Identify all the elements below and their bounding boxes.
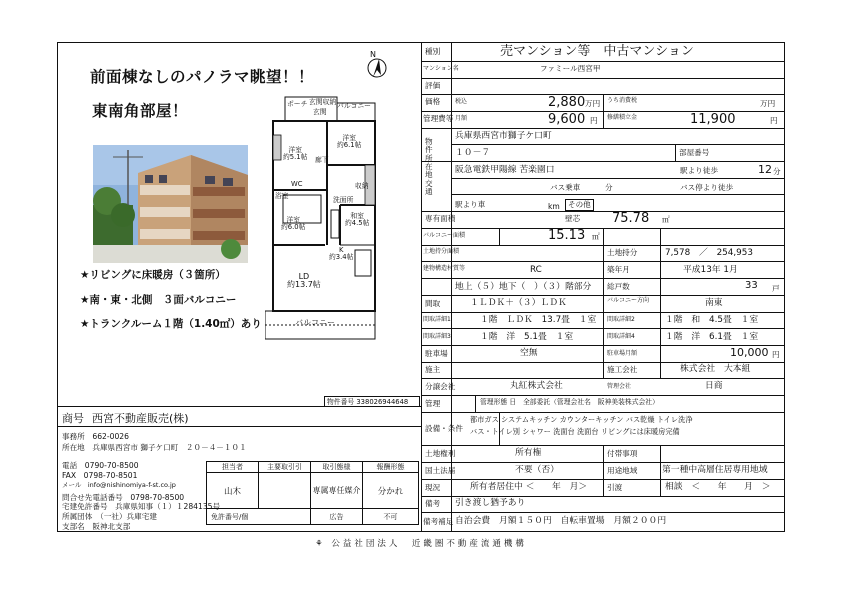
company-name: 西宮不動産販売(株): [92, 412, 189, 425]
staff-fee: 分かれ: [363, 473, 419, 509]
mgmt-value: 日商: [705, 381, 723, 391]
walk-value: 12: [758, 163, 772, 176]
repair-label: 修繕積立金: [607, 114, 638, 121]
location-label: 物件所在地: [425, 137, 433, 180]
km-unit: km: [548, 202, 560, 211]
plan-porch: ポーチ: [287, 100, 308, 108]
room3-value: １階 洋 5.1畳 １室: [480, 332, 574, 342]
company-tel: 電話 0790-70-8500: [62, 461, 139, 470]
room4-label: 間取詳細4: [607, 333, 635, 340]
parking-value: 空無: [520, 348, 538, 358]
seller-label: 分譲会社: [425, 382, 456, 391]
feature-1: ★リビングに床暖房（３箇所）: [80, 269, 226, 281]
area-unit: ㎡: [662, 215, 670, 224]
parking-fee-label: 駐車場月額: [607, 350, 638, 357]
layout-label: 間取: [425, 299, 441, 308]
plan-storage: 収納: [355, 182, 369, 190]
walk-unit: 分: [773, 167, 781, 176]
layout-value: １ＬＤＫ＋（３）ＬＤＫ: [470, 298, 567, 308]
plan-kitchen: K 約3.4帖: [329, 246, 354, 262]
room1-label: 間取詳細1: [423, 316, 451, 323]
type-label: 種別: [425, 47, 441, 56]
footer-organization: [0, 537, 842, 549]
balcony-unit: ㎡: [592, 232, 600, 241]
staff-header: 取引態様: [311, 462, 363, 473]
status-value: 所有者居住中 ＜ 年 月＞: [470, 482, 588, 492]
room4-value: １階 洋 6.1畳 １室: [665, 332, 759, 342]
plan-genkan-storage: 玄関収納: [309, 98, 337, 106]
area-value: 75.78: [612, 211, 650, 226]
units-label: 総戸数: [607, 282, 630, 291]
plan-western-2: 洋室 約6.1帖: [337, 134, 362, 150]
structure-value: RC: [530, 265, 542, 275]
equipment-label: 設備・条件: [425, 424, 463, 433]
built-label: 築年月: [607, 265, 630, 274]
built-value: 平成13年 1月: [683, 265, 738, 275]
name-value: ファミール西宮甲: [540, 64, 601, 73]
feature-2: ★南・東・北側 ３面バルコニー: [80, 294, 237, 306]
status-label: 現況: [425, 483, 441, 492]
balcony-value: 15.13: [548, 228, 586, 243]
bus-label: バス乗車: [550, 183, 581, 192]
ad-label: 広告: [311, 509, 363, 525]
repair-value: 11,900: [690, 112, 736, 127]
company-inquiry: 問合せ先電話番号 0798-70-8500: [62, 493, 185, 502]
company-fax: FAX 0798-70-8501: [62, 471, 138, 480]
fee-sub: 月額: [455, 115, 468, 122]
feature-3: ★トランクルーム１階（1.40㎡）あり: [80, 318, 262, 330]
floor-plan: [265, 95, 385, 343]
company-divider: [58, 426, 421, 427]
room3-label: 間取詳細3: [423, 333, 451, 340]
area-sub: 壁芯: [565, 214, 581, 223]
plan-wash: 洗面所: [333, 196, 354, 204]
company-agent-license: 宅建免許番号 兵庫県知事（１）１284135号: [62, 502, 221, 511]
notes-value: 自治会費 月額１５０円 自転車置場 月額２００円: [455, 516, 667, 526]
fee-value: 9,600: [548, 112, 586, 127]
notes-label: 備考補足: [423, 517, 454, 526]
equipment-line-1: 都市ガス システムキッチン カウンターキッチン バス乾燥 トイレ洗浄: [470, 415, 693, 424]
parking-fee-value: 10,000: [730, 346, 769, 359]
land-right-value: 所有権: [515, 448, 542, 458]
parking-label: 駐車場: [425, 349, 448, 358]
plan-western-1: 洋室 約5.1帖: [283, 146, 308, 162]
staff-header: 主要取引引: [259, 462, 311, 473]
remarks-value: 引き渡し猶予あり: [455, 498, 526, 508]
tax-label: うち消費税: [607, 97, 638, 104]
constructor-label: 施工会社: [607, 365, 638, 374]
plan-ld: LD 約13.7帖: [287, 272, 321, 290]
company-mail[interactable]: メール info@nishinomiya-f-st.co.jp: [62, 481, 176, 489]
mgmt-label: 管理会社: [607, 383, 632, 390]
staff-header: 報酬形態: [363, 462, 419, 473]
zoning-label: 国土法届: [425, 466, 456, 475]
tax-unit: 万円: [760, 99, 776, 108]
price-value: 2,880: [548, 95, 586, 110]
license-label: 免許番号/個: [207, 509, 311, 525]
direction-label: バルコニー方向: [607, 297, 650, 304]
balcony-label: バルコニー面積: [423, 232, 466, 239]
plan-western-3: 洋室 約6.0帖: [281, 216, 306, 232]
plan-bath: 浴室: [275, 192, 289, 200]
remarks-label: 備考: [425, 499, 441, 508]
area-label: 専有面積: [425, 214, 456, 223]
compass-label: N: [370, 50, 376, 59]
property-code: 物件番号 338026944648: [324, 396, 420, 407]
headline-1: 前面棟なしのパノラマ眺望！！: [90, 68, 315, 86]
staff-mode: 専属専任媒介: [311, 473, 363, 509]
plan-balcony-bottom: バルコニー: [295, 318, 335, 327]
access-label: 交通: [425, 179, 433, 197]
organization-logo-icon: ⚘: [315, 539, 332, 549]
floors-value: 地上（５）地下（ ）（３）階部分: [455, 282, 592, 292]
name-label: マンション名: [423, 65, 459, 72]
structure-label: 建物構造材質等: [423, 265, 466, 272]
plan-toilet: WC: [291, 180, 303, 188]
address-1: 兵庫県西宮市獅子ケ口町: [455, 131, 552, 141]
compass-icon: [363, 48, 391, 80]
builder-label: 施主: [425, 365, 441, 374]
usage-value: 第一種中高層住居専用地域: [662, 465, 768, 475]
ad-value: 不可: [363, 509, 419, 525]
fee-label: 管理費等: [423, 114, 454, 123]
walk-label: 駅より徒歩: [680, 166, 718, 175]
room2-value: １階 和 4.5畳 １室: [665, 315, 759, 325]
equipment-line-2: バス・トイレ別 シャワー 洗面台 洗面台 リビングには床暖房完備: [470, 427, 680, 436]
land-right-label: 土地権利: [425, 449, 456, 458]
delivery-value: 相談 ＜ 年 月 ＞: [665, 482, 771, 492]
repair-unit: 円: [770, 116, 778, 125]
room-label: 部屋番号: [679, 148, 710, 157]
footer-text: 公益社団法人 近畿圏不動産流通機構: [331, 539, 527, 549]
building-photo: [93, 145, 248, 263]
company-name-label: 商号: [62, 412, 84, 425]
busstop-label: バス停より徒歩: [680, 183, 734, 192]
station-label: 駅より車: [455, 200, 486, 209]
delivery-label: 引渡: [607, 483, 623, 492]
staff-table: [206, 461, 419, 525]
company-postal: 事務所 662-0026: [62, 432, 129, 441]
plan-genkan: 玄関: [313, 108, 327, 116]
obligation-label: 付帯事項: [607, 449, 638, 458]
type-value: 売マンション等 中古マンション: [500, 44, 694, 59]
usage-label: 用途地域: [607, 466, 638, 475]
staff-main: [259, 473, 311, 509]
other-label: その他: [565, 199, 594, 211]
constructor-value: 株式会社 大本組: [680, 364, 751, 374]
price-label: 価格: [425, 97, 441, 106]
price-sub: 税込: [455, 98, 468, 105]
bus-unit: 分: [605, 183, 613, 192]
line-value: 阪急電鉄甲陽線 苦楽園口: [455, 165, 555, 175]
room2-label: 間取詳細2: [607, 316, 635, 323]
room1-value: １階 ＬＤＫ 13.7畳 １室: [480, 315, 597, 325]
zoning-value: 不要（否）: [515, 465, 559, 475]
company-branch: 支部名 阪神北支部: [62, 522, 131, 531]
share-label: 土地持分面積: [423, 248, 460, 255]
land-value: 7,578 ／ 254,953: [665, 248, 753, 258]
units-unit: 戸: [772, 284, 780, 293]
direction-value: 南東: [705, 298, 723, 308]
fee-unit: 円: [590, 116, 598, 125]
parking-fee-unit: 円: [772, 350, 780, 359]
address-2: １０－７: [455, 148, 491, 158]
management-label: 管理: [425, 399, 441, 408]
units-value: 33: [745, 280, 758, 291]
plan-corridor: 廊下: [315, 156, 329, 164]
plan-balcony-top: バルコニー: [337, 102, 371, 110]
headline-2: 東南角部屋！: [92, 102, 189, 120]
staff-header: 担当者: [207, 462, 259, 473]
company-address: 所在地 兵庫県西宮市 獅子ケ口町 ２０－４－１０１: [62, 443, 247, 452]
company-association: 所属団体 （一社）兵庫宅建: [62, 512, 157, 521]
staff-person: 山木: [207, 473, 259, 509]
price-unit: 万円: [585, 99, 601, 108]
management-value: 管理形態 日 全部委託（管理会社名 阪神美装株式会社）: [480, 398, 659, 406]
land-label: 土地持分: [607, 248, 638, 257]
plan-japanese: 和室 約4.5帖: [345, 212, 370, 228]
remark-label: 評価: [425, 81, 441, 90]
seller-value: 丸紅株式会社: [510, 381, 563, 391]
